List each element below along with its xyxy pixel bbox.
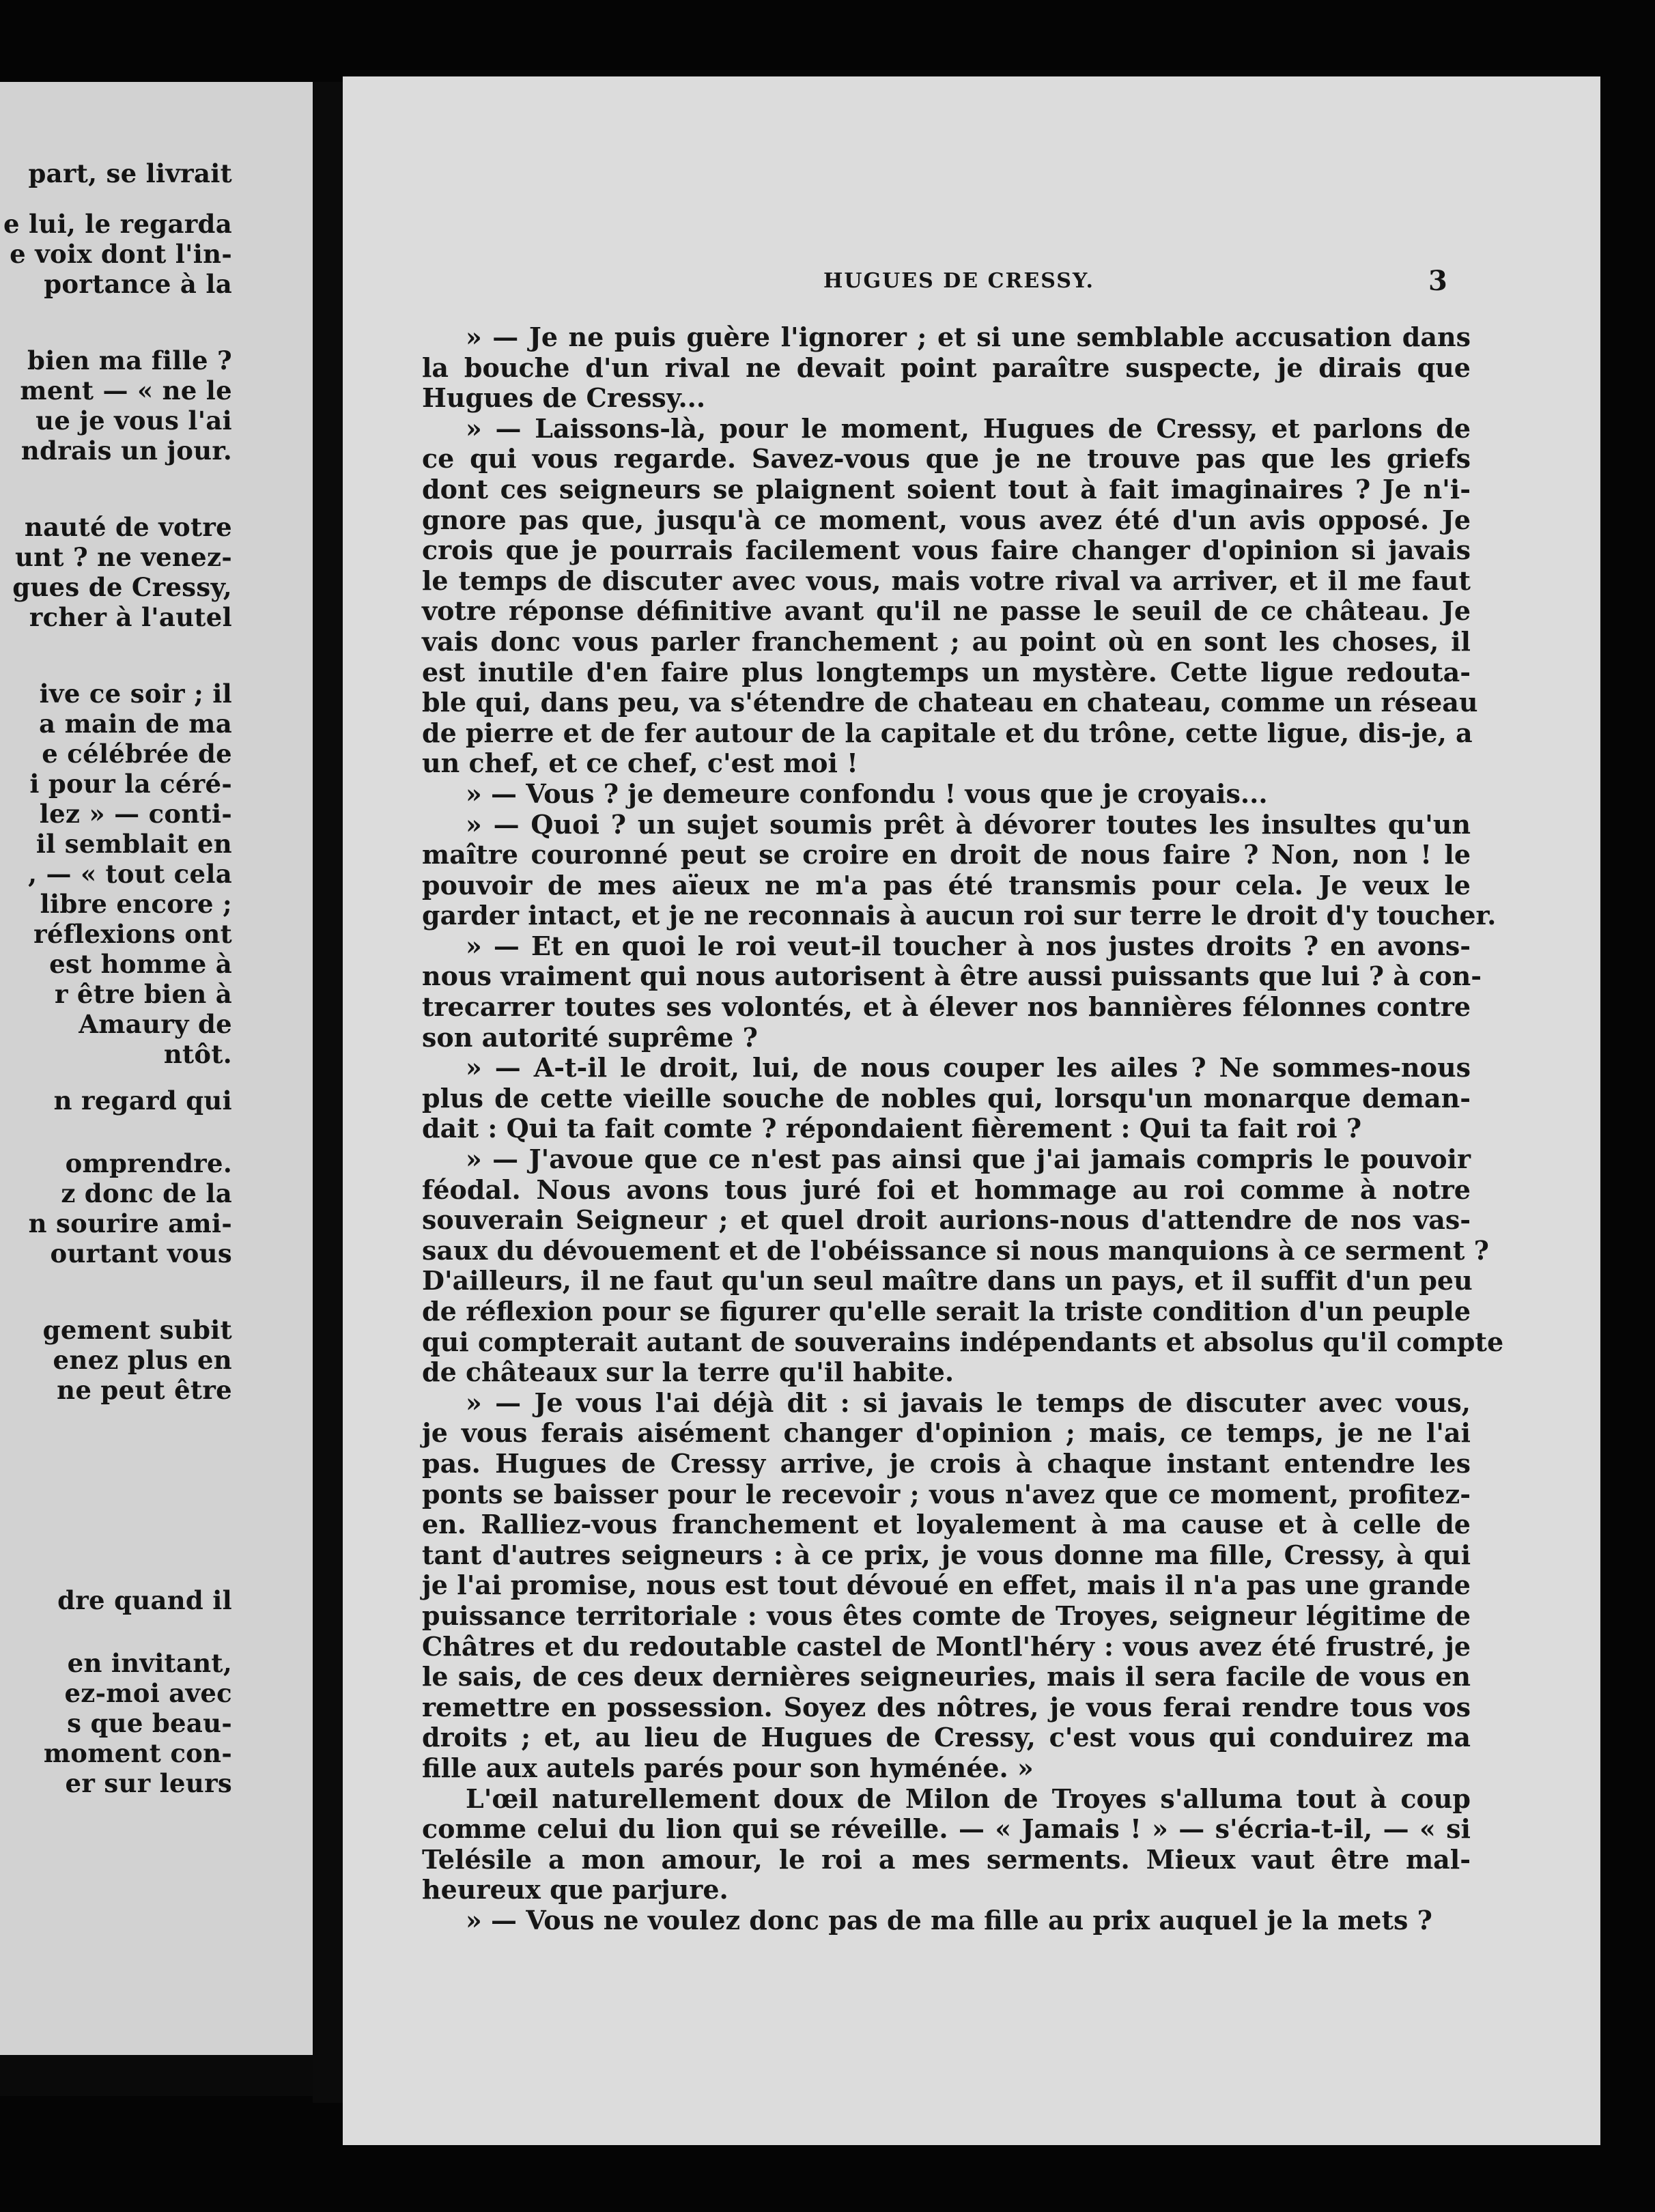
text-line: plus de cette vieille souche de nobles qui, lorsqu'un monarque deman- bbox=[422, 1082, 1471, 1114]
left-page-line: s que beau- bbox=[67, 1708, 232, 1738]
text-line: saux du dévouement et de l'obéissance si nous manquions à ce serment ? bbox=[422, 1234, 1489, 1266]
left-page-line: ez-moi avec bbox=[64, 1678, 232, 1708]
left-page-line: ive ce soir ; il bbox=[39, 679, 232, 709]
text-line: Hugues de Cressy... bbox=[422, 382, 706, 414]
left-page-line: r être bien à bbox=[54, 979, 232, 1009]
text-line: Telésile a mon amour, le roi a mes serments. Mieux vaut être mal- bbox=[422, 1843, 1471, 1875]
text-line: » — Je ne puis guère l'ignorer ; et si une semblable accusation dans bbox=[466, 322, 1471, 352]
left-page-line: ntôt. bbox=[163, 1039, 232, 1069]
left-page-line: ment — « ne le bbox=[20, 375, 232, 406]
left-page-line: dre quand il bbox=[57, 1585, 232, 1615]
left-page-fragment bbox=[0, 82, 313, 2055]
page-header bbox=[343, 265, 1600, 297]
text-line: » — Laissons-là, pour le moment, Hugues de Cressy, et parlons de bbox=[466, 412, 1471, 444]
text-line: dont ces seigneurs se plaignent soient tout à fait imaginaires ? Je n'i- bbox=[422, 473, 1471, 505]
text-line: crois que je pourrais facilement vous faire changer d'opinion si javais bbox=[422, 535, 1471, 566]
left-page-line: i pour la céré- bbox=[29, 769, 232, 799]
left-page-line: nauté de votre bbox=[24, 512, 232, 542]
text-line: gnore pas que, jusqu'à ce moment, vous avez été d'un avis opposé. Je bbox=[422, 504, 1471, 535]
text-line: comme celui du lion qui se réveille. — « Jamais ! » — s'écria-t-il, — « si bbox=[422, 1813, 1471, 1845]
left-page-line: Amaury de bbox=[79, 1009, 232, 1039]
left-page-line: unt ? ne venez- bbox=[14, 542, 232, 572]
text-line: » — Et en quoi le roi veut-il toucher à nos justes droits ? en avons- bbox=[466, 930, 1471, 961]
left-page-line: e célébrée de bbox=[42, 739, 232, 769]
text-line: heureux que parjure. bbox=[422, 1874, 729, 1905]
text-line: pouvoir de mes aïeux ne m'a pas été transmis pour cela. Je veux le bbox=[422, 869, 1471, 901]
text-line: le temps de discuter avec vous, mais votre rival va arriver, et il me faut bbox=[422, 565, 1471, 596]
left-page-line: e lui, le regarda bbox=[3, 209, 232, 239]
text-line: ce qui vous regarde. Savez-vous que je ne trouve pas que les griefs bbox=[422, 443, 1471, 474]
running-title: HUGUES DE CRESSY. bbox=[823, 269, 1094, 293]
left-page-line: n sourire ami- bbox=[28, 1208, 232, 1238]
left-page-line: est homme à bbox=[49, 949, 232, 979]
left-page-line: gement subit bbox=[42, 1315, 232, 1345]
text-line: » — A-t-il le droit, lui, de nous couper les ailes ? Ne sommes-nous bbox=[466, 1052, 1471, 1083]
text-line: de pierre et de fer autour de la capitale et du trône, cette ligue, dis-je, a bbox=[422, 717, 1473, 748]
left-page-line: a main de ma bbox=[39, 709, 232, 739]
text-line: de châteaux sur la terre qu'il habite. bbox=[422, 1357, 954, 1388]
text-line: son autorité suprême ? bbox=[422, 1021, 758, 1053]
text-line: je l'ai promise, nous est tout dévoué en effet, mais il n'a pas une grande bbox=[422, 1570, 1471, 1601]
left-page-line: n regard qui bbox=[53, 1086, 232, 1116]
text-line: souverain Seigneur ; et quel droit aurions-nous d'attendre de nos vas- bbox=[422, 1204, 1471, 1236]
text-line: Châtres et du redoutable castel de Montl'héry : vous avez été frustré, je bbox=[422, 1630, 1471, 1662]
left-page-line: gues de Cressy, bbox=[12, 572, 232, 602]
text-line: en. Ralliez-vous franchement et loyalement à ma cause et à celle de bbox=[422, 1509, 1471, 1540]
text-line: dait : Qui ta fait comte ? répondaient fièrement : Qui ta fait roi ? bbox=[422, 1113, 1362, 1144]
book-spine-gutter bbox=[313, 82, 343, 2103]
left-page-line: omprendre. bbox=[65, 1148, 232, 1178]
left-page-line: portance à la bbox=[44, 269, 232, 299]
left-page-line: libre encore ; bbox=[40, 889, 232, 919]
text-line: qui compterait autant de souverains indépendants et absolus qu'il compte bbox=[422, 1326, 1504, 1357]
left-page-line: ndrais un jour. bbox=[20, 436, 232, 466]
text-line: un chef, et ce chef, c'est moi ! bbox=[422, 748, 858, 779]
text-line: ponts se baisser pour le recevoir ; vous n'avez que ce moment, profitez- bbox=[422, 1478, 1471, 1509]
text-line: est inutile d'en faire plus longtemps un mystère. Cette ligue redouta- bbox=[422, 656, 1471, 687]
left-page-line: bien ma fille ? bbox=[27, 345, 232, 375]
text-line: le sais, de ces deux dernières seigneuries, mais il sera facile de vous en bbox=[422, 1661, 1471, 1692]
left-page-line: lez » — conti- bbox=[39, 799, 232, 829]
text-line: maître couronné peut se croire en droit de nous faire ? Non, non ! le bbox=[422, 839, 1471, 870]
text-line: tant d'autres seigneurs : à ce prix, je vous donne ma fille, Cressy, à qui bbox=[422, 1539, 1471, 1570]
text-line: votre réponse définitive avant qu'il ne passe le seuil de ce château. Je bbox=[422, 595, 1471, 627]
text-line: » — Vous ne voulez donc pas de ma fille au prix auquel je la mets ? bbox=[466, 1904, 1432, 1936]
text-line: garder intact, et je ne reconnais à aucun roi sur terre le droit d'y toucher. bbox=[422, 900, 1497, 931]
text-line: » — Quoi ? un sujet soumis prêt à dévorer toutes les insultes qu'un bbox=[466, 808, 1471, 840]
left-page-line: moment con- bbox=[43, 1738, 232, 1768]
text-line: remettre en possession. Soyez des nôtres, je vous ferai rendre tous vos bbox=[422, 1691, 1471, 1722]
text-line: puissance territoriale : vous êtes comte de Troyes, seigneur légitime de bbox=[422, 1600, 1471, 1631]
left-page-line: e voix dont l'in- bbox=[10, 239, 232, 269]
text-line: L'œil naturellement doux de Milon de Troyes s'alluma tout à coup bbox=[466, 1783, 1471, 1814]
text-line: droits ; et, au lieu de Hugues de Cressy, c'est vous qui conduirez ma bbox=[422, 1722, 1471, 1753]
text-line: la bouche d'un rival ne devait point paraître suspecte, je dirais que bbox=[422, 352, 1471, 383]
text-line: nous vraiment qui nous autorisent à être aussi puissants que lui ? à con- bbox=[422, 961, 1482, 992]
text-line: D'ailleurs, il ne faut qu'un seul maître dans un pays, et il suffit d'un peu bbox=[422, 1265, 1473, 1296]
text-line: vais donc vous parler franchement ; au point où en sont les choses, il bbox=[422, 625, 1471, 657]
text-line: féodal. Nous avons tous juré foi et hommage au roi comme à notre bbox=[422, 1174, 1471, 1205]
text-line: » — J'avoue que ce n'est pas ainsi que j'ai jamais compris le pouvoir bbox=[466, 1144, 1471, 1175]
page-number: 3 bbox=[1428, 265, 1449, 297]
left-page-line: il semblait en bbox=[36, 829, 232, 859]
text-line: » — Je vous l'ai déjà dit : si javais le temps de discuter avec vous, bbox=[466, 1387, 1471, 1418]
left-page-line: en invitant, bbox=[67, 1648, 232, 1678]
text-line: de réflexion pour se figurer qu'elle serait la triste condition d'un peuple bbox=[422, 1296, 1471, 1327]
left-page-line: ourtant vous bbox=[50, 1238, 232, 1268]
text-line: pas. Hugues de Cressy arrive, je crois à chaque instant entendre les bbox=[422, 1447, 1471, 1479]
left-page-line: z donc de la bbox=[61, 1178, 232, 1208]
text-line: fille aux autels parés pour son hyménée. » bbox=[422, 1752, 1034, 1783]
left-page-line: ne peut être bbox=[57, 1375, 232, 1405]
body-text bbox=[422, 322, 1504, 1936]
left-page-line: rcher à l'autel bbox=[29, 602, 232, 632]
right-page bbox=[343, 76, 1600, 2145]
left-page-line: ue je vous l'ai bbox=[36, 406, 232, 436]
text-line: je vous ferais aisément changer d'opinion ; mais, ce temps, je ne l'ai bbox=[422, 1417, 1471, 1449]
scan-border bbox=[0, 2055, 313, 2096]
left-page-line: réflexions ont bbox=[33, 919, 232, 949]
left-page-line: , — « tout cela bbox=[28, 859, 232, 889]
text-line: ble qui, dans peu, va s'étendre de chateau en chateau, comme un réseau bbox=[422, 687, 1478, 718]
text-line: » — Vous ? je demeure confondu ! vous que je croyais... bbox=[466, 778, 1268, 809]
left-page-line: enez plus en bbox=[53, 1345, 232, 1375]
left-page-line: part, se livrait bbox=[28, 158, 232, 188]
left-page-line: er sur leurs bbox=[65, 1768, 232, 1798]
text-line: trecarrer toutes ses volontés, et à élever nos bannières félonnes contre bbox=[422, 991, 1471, 1023]
